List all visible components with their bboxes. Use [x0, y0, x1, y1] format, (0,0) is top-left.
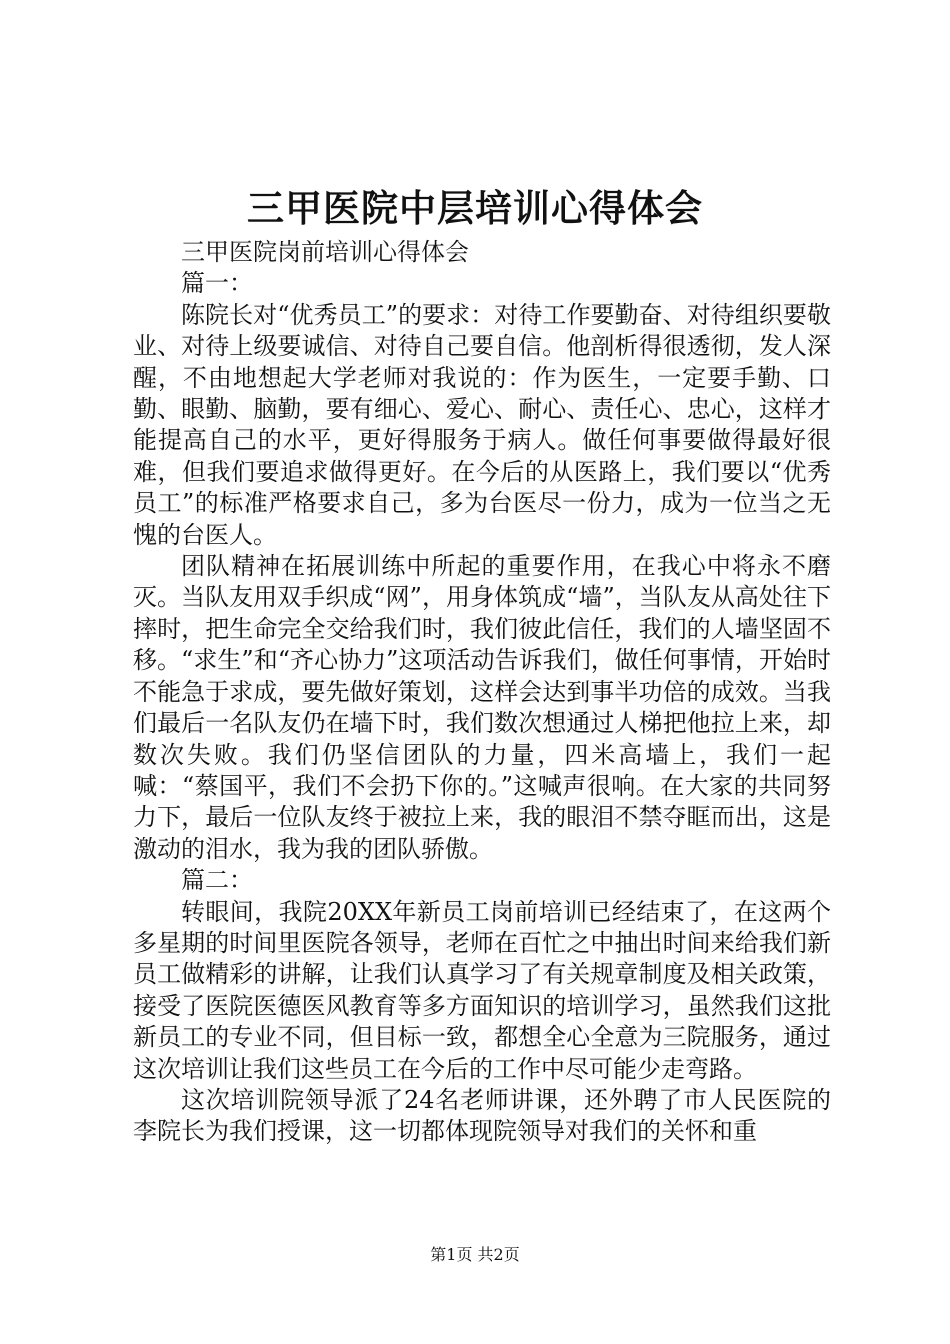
paragraph-section-heading-2: 篇二：: [181, 866, 253, 895]
paragraph: 转眼间，我院20XX年新员工岗前培训已经结束了，在这两个多星期的时间里医院各领导，老师在百忙之中抽出时间来给我们新员工做精彩的讲解，让我们认真学习了有关规章制度及相关政策，接受了医院医德医风教育等多方面知识的培训学习，虽然我们这批新员工的专业不同，但目标一致，都想全心全意为三院服务，通过这次培训让我们这些员工在今后的工作中尽可能少走弯路。: [133, 897, 831, 1083]
paragraph: 团队精神在拓展训练中所起的重要作用，在我心中将永不磨灭。当队友用双手织成“网”，用身体筑成“墙”，当队友从高处往下摔时，把生命完全交给我们时，我们彼此信任，我们的人墙坚固不移。“求生”和“齐心协力”这项活动告诉我们，做任何事情，开始时不能急于求成，要先做好策划，这样会达到事半功倍的成效。当我们最后一名队友仍在墙下时，我们数次想通过人梯把他拉上来，却数次失败。我们仍坚信团队的力量，四米高墙上，我们一起喊：“蔡国平，我们不会扔下你的。”这喊声很响。在大家的共同努力下，最后一位队友终于被拉上来，我的眼泪不禁夺眶而出，这是激动的泪水，我为我的团队骄傲。: [133, 552, 831, 863]
paragraph-subtitle: 三甲医院岗前培训心得体会: [181, 238, 469, 266]
document-title: 三甲医院中层培训心得体会: [247, 186, 703, 230]
page-number-footer: 第1页 共2页: [430, 1245, 520, 1264]
paragraph-section-heading-1: 篇一：: [181, 269, 253, 298]
paragraph: 这次培训院领导派了24名老师讲课，还外聘了市人民医院的李院长为我们授课，这一切都体现院领导对我们的关怀和重: [133, 1085, 831, 1146]
document-body: [133, 237, 831, 1148]
paragraph: 陈院长对“优秀员工”的要求：对待工作要勤奋、对待组织要敬业、对待上级要诚信、对待自己要自信。他剖析得很透彻，发人深醒，不由地想起大学老师对我说的：作为医生，一定要手勤、口勤、眼勤、脑勤，要有细心、爱心、耐心、责任心、忠心，这样才能提高自己的水平，更好得服务于病人。做任何事要做得最好很难，但我们要追求做得更好。在今后的从医路上，我们要以“优秀员工”的标准严格要求自己，多为台医尽一份力，成为一位当之无愧的台医人。: [133, 300, 831, 549]
